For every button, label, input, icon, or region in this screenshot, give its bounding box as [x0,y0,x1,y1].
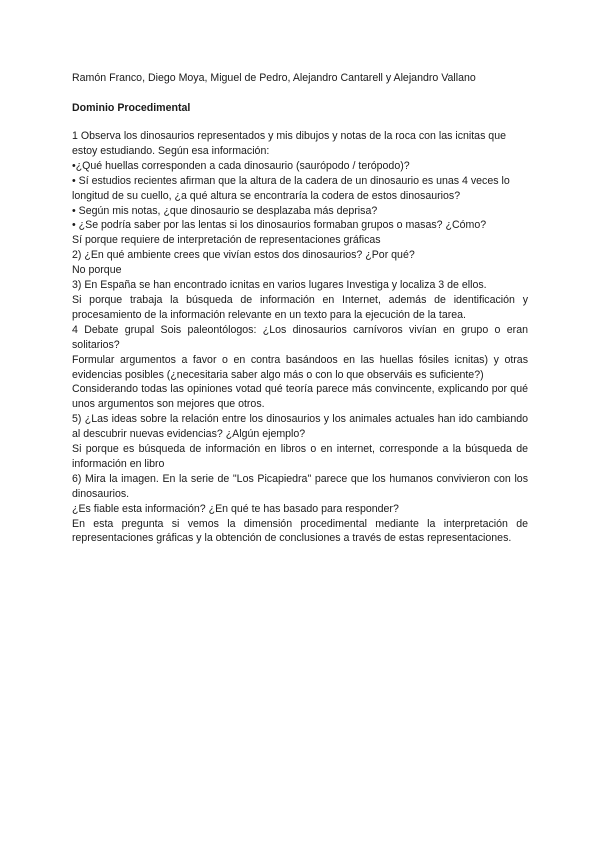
answer-q2: No porque [72,264,122,277]
bullet-speed: • Según mis notas, ¿que dinosaurio se desplazaba más deprisa? [72,204,378,217]
question-2: 2) ¿En qué ambiente crees que vivían estos dos dinosaurios? ¿Por qué? [72,249,415,262]
question-5: 5) ¿Las ideas sobre la relación entre los dinosaurios y los animales actuales han ido cambiando al descubrir nuevas evidencias? ¿Algún ejemplo? [72,413,528,441]
bullet-footprints: •¿Qué huellas corresponden a cada dinosaurio (saurópodo / terópodo)? [72,159,410,172]
answer-q3: Si porque trabaja la búsqueda de información en Internet, además de identificación y procesamiento de la información relevante en un texto para la ejecución de la tarea. [72,293,528,321]
question-3: 3) En España se han encontrado icnitas en varios lugares Investiga y localiza 3 de ellos. [72,279,487,292]
section-title: Dominio Procedimental [72,102,191,114]
question-4-arguments: Formular argumentos a favor o en contra basándoos en las huellas fósiles icnitas) y otras evidencias posibles (¿necesitaria saber algo más o con lo que observáis es suficiente?) [72,353,528,381]
authors-line: Ramón Franco, Diego Moya, Miguel de Pedro, Alejandro Cantarell y Alejandro Vallano [72,72,476,84]
document-page [72,70,528,546]
question-4: 4 Debate grupal Sois paleontólogos: ¿Los dinosaurios carnívoros vivían en grupo o eran solitarios? [72,323,528,351]
question-4-vote: Considerando todas las opiniones votad qué teoría parece más convincente, explicando por qué unos argumentos son mejores que otros. [72,383,528,411]
answer-q5: Si porque es búsqueda de información en libros o en internet, corresponde a la búsqueda de información en libro [72,443,528,470]
question-6-reliability: ¿Es fiable esta información? ¿En qué te has basado para responder? [72,502,399,515]
bullet-hip-height: • Sí estudios recientes afirman que la altura de la cadera de un dinosaurio es unas 4 veces lo longitud de su cuello, ¿a qué altura se encontraría la codera de estos dinosaurios? [72,174,510,202]
answer-q6: En esta pregunta si vemos la dimensión procedimental mediante la interpretación de representaciones gráficas y la obtención de conclusiones a través de estas representaciones. [72,517,528,545]
document-body [72,129,528,546]
answer-q1: Sí porque requiere de interpretación de representaciones gráficas [72,234,381,247]
bullet-groups: • ¿Se podría saber por las lentas si los dinosaurios formaban grupos o masas? ¿Cómo? [72,219,487,232]
paragraph-q1-intro: 1 Observa los dinosaurios representados y mis dibujos y notas de la roca con las icnitas que estoy estudiando. Según esa información: [72,130,506,157]
question-6: 6) Mira la imagen. En la serie de "Los Picapiedra" parece que los humanos convivieron con los dinosaurios. [72,472,528,500]
